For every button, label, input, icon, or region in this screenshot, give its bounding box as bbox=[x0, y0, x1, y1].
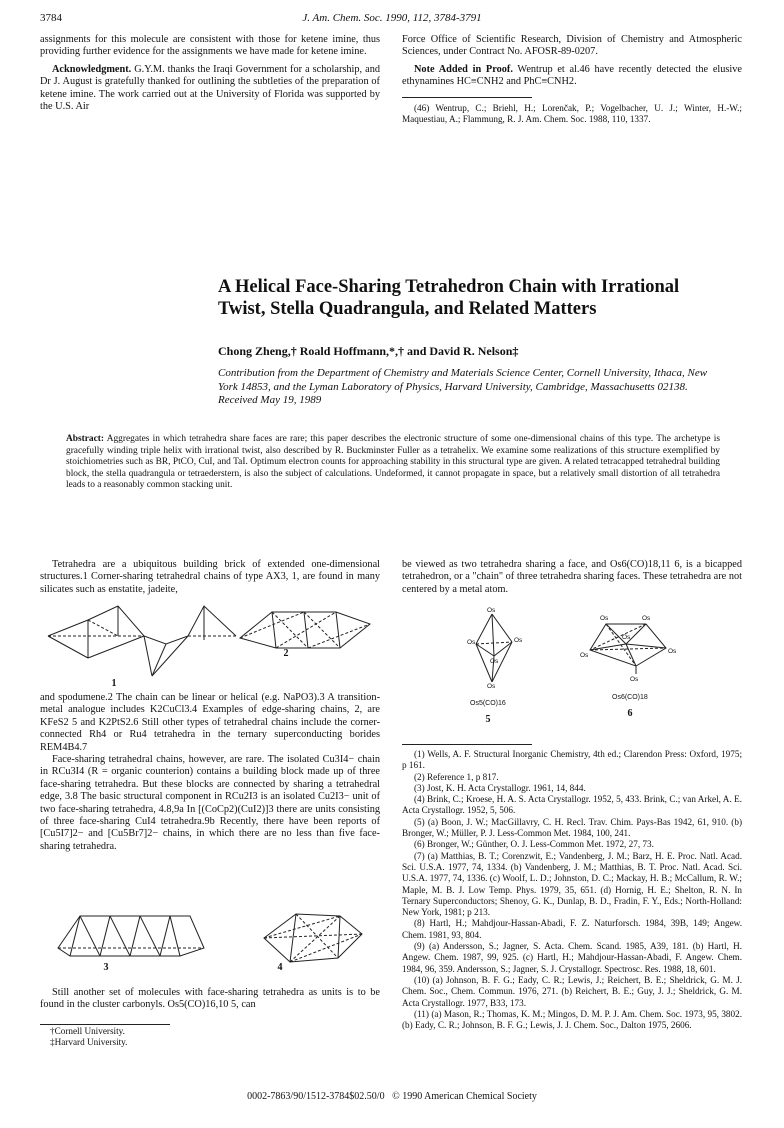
reference-item: (11) (a) Mason, R.; Thomas, K. M.; Mingos, D. M. P. J. Am. Chem. Soc. 1973, 95, 3802. (b) Eady, C. R.; Johnson, B. F. G.; Lewis, J. J. Chem. Soc., Dalton 1975, 2606. bbox=[402, 1008, 742, 1031]
body-right-paragraph-1: be viewed as two tetrahedra sharing a face, and Os6(CO)18,11 6, is a bicapped tetrahedron, or a "chain" of three tetrahedra sharing faces. These tetrahedra are not centered by a metal atom. bbox=[402, 559, 742, 595]
abstract bbox=[66, 434, 720, 492]
body-paragraph-1: Tetrahedra are a ubiquitous building brick of extended one-dimensional structures.1 Corner-sharing tetrahedral chains of type AX3, 1, are found in many silicates such as enstatite, jadeite, bbox=[40, 559, 380, 595]
os-atom-label: Os bbox=[467, 639, 476, 646]
reference-item: (1) Wells, A. F. Structural Inorganic Chemistry, 4th ed.; Clarendon Press: Oxford, 1975; p 161. bbox=[402, 749, 742, 771]
os-atom-label: Os bbox=[630, 676, 639, 683]
os-atom-label: Os bbox=[580, 652, 589, 659]
copyright: © 1990 American Chemical Society bbox=[392, 1091, 537, 1102]
footnote-cornell: †Cornell University. bbox=[50, 1026, 125, 1036]
affiliation: Contribution from the Department of Chemistry and Materials Science Center, Cornell University, Ithaca, New York 14853, and the Lyman Laboratory of Physics, Harvard University, Cambridge, Massachusetts 02138. Received May 19, 1989 bbox=[218, 367, 708, 406]
figure-1-chain bbox=[48, 606, 236, 676]
figure-5-formula: Os5(CO)16 bbox=[470, 700, 506, 707]
footnote-divider bbox=[40, 1024, 170, 1025]
figure-3-label: 3 bbox=[103, 962, 109, 973]
figure-6-cluster bbox=[590, 624, 666, 674]
reference-item: (10) (a) Johnson, B. F. G.; Eady, C. R.; Lewis, J.; Reichert, B. E.; Sheldrick, G. M. J. Chem. Soc., Chem. Commun. 1976, 271. (b) Reichert, B. E.; Guy, J. J.; Sheldrick, G. M. Acta Crystallogr. 1977, B33, 173. bbox=[402, 974, 742, 1008]
acknowledgment-label: Acknowledgment. bbox=[52, 63, 132, 75]
os-atom-label: Os bbox=[490, 658, 499, 665]
footnote-harvard: ‡Harvard University. bbox=[50, 1037, 128, 1047]
reference-item: (8) Hartl, H.; Mahdjour-Hassan-Abadi, F. Z. Naturforsch. 1984, 39B, 149; Angew. Chem. 1981, 93, 804. bbox=[402, 918, 742, 940]
article-code: 0002-7863/90/1512-3784$02.50/0 bbox=[247, 1091, 385, 1102]
prev-paragraph: assignments for this molecule are consistent with those for ketene imine, thus providing further evidence for the assignments we have made for ketene imine. bbox=[40, 34, 380, 58]
reference-item: (2) Reference 1, p 817. bbox=[414, 771, 499, 782]
prev-right-paragraph: Force Office of Scientific Research, Division of Chemistry and Atmospheric Sciences, under Contract No. AFOSR-89-0207. bbox=[402, 34, 742, 58]
authors: Chong Zheng,† Roald Hoffmann,*,† and David R. Nelson‡ bbox=[218, 344, 519, 358]
os-atom-label: Os bbox=[487, 683, 496, 690]
note-text: Wentrup et al.46 have recently detected the elusive ethynamines HC≡CNH2 and PhC≡CNH2. bbox=[402, 63, 742, 88]
reference-item: (3) Jost, K. H. Acta Crystallogr. 1961, 14, 844. bbox=[414, 782, 586, 793]
figure-5-label: 5 bbox=[485, 714, 491, 725]
reference-46: (46) Wentrup, C.; Briehl, H.; Lorenčak, P.; Vogelbacher, U. J.; Winter, H.-W.; Maquestiau, A.; Flammung, R. J. Am. Chem. Soc. 1988, 110, 1337. bbox=[402, 102, 742, 124]
os-atom-label: Os bbox=[514, 637, 523, 644]
figure-5-cluster bbox=[476, 614, 512, 682]
os-atom-label: Os bbox=[668, 648, 677, 655]
body-paragraph-4: Still another set of molecules with face-sharing tetrahedra as units is to be found in the cluster carbonyls. Os5(CO)16,10 5, can bbox=[40, 987, 380, 1011]
reference-item: (7) (a) Matthias, B. T.; Corenzwit, E.; Vandenberg, J. M.; Barz, H. E. Proc. Natl. Acad. Sci. U.S.A. 1977, 74, 1334. (b) Vandenberg, J. M.; Matthias, B. T. Proc. Natl. Acad. Sci. U.S.A. 1977, 74, 1336. (c) Woolf, L. D.; Johnston, D. C.; Mackay, H. B.; McCallum, R. W.; Maple, M. B. J. Low Temp. Phys. 1979, 35, 651. (d) Hornig, H. E.; Shelton, R. N. In Ternary Superconductors; Shenoy, G. K., Dunlap, B. D., Fradin, F. Y., Eds.; North-Holland: New York, 1981; p 213. bbox=[402, 850, 742, 918]
figure-3-chain bbox=[58, 916, 204, 956]
figure-4-cluster bbox=[264, 914, 362, 962]
os-atom-label: Os bbox=[622, 634, 631, 641]
ref-divider bbox=[402, 97, 532, 98]
acknowledgment-paragraph bbox=[40, 64, 380, 114]
figure-4-label: 4 bbox=[277, 962, 283, 973]
reference-item: (9) (a) Andersson, S.; Jagner, S. Acta. Chem. Scand. 1985, A39, 181. (b) Hartl, H. Angew. Chem. 1987, 99, 925. (c) Hartl, H.; Mahdjour-Hassan-Abadi, F. Angew. Chem. 1984, 96, 359. Andersson, S.; Jagner, S. J. Crystallogr. Spectrosc. Res. 1988, 18, 601. bbox=[402, 941, 742, 974]
figure-1-label: 1 bbox=[111, 678, 117, 689]
article-title: A Helical Face-Sharing Tetrahedron Chain with Irrational Twist, Stella Quadrangula, and Related Matters bbox=[218, 277, 680, 319]
acknowledgment-text: G.Y.M. thanks the Iraqi Government for a scholarship, and Dr J. August is gratefully thanked for outlining the subtleties of the preparation of ketene imine. The work carried out at the University of Florida was supported by the U.S. Air bbox=[40, 63, 380, 113]
reference-item: (6) Bronger, W.; Günther, O. J. Less-Common Met. 1972, 27, 73. bbox=[414, 839, 654, 850]
reference-item: (5) (a) Boon, J. W.; MacGillavry, C. H. Recl. Trav. Chim. Pays-Bas 1942, 61, 910. (b) Bronger, W.; Müller, P. J. Less-Common Met. 1984, 100, 241. bbox=[402, 816, 742, 839]
running-header: J. Am. Chem. Soc. 1990, 112, 3784-3791 bbox=[302, 12, 482, 24]
figure-2-chain bbox=[240, 612, 370, 648]
abstract-label: Abstract: bbox=[66, 434, 105, 444]
figure-5-6 bbox=[402, 604, 742, 734]
os-atom-label: Os bbox=[642, 615, 651, 622]
prev-article-right-text bbox=[402, 34, 742, 125]
body-left-continued bbox=[40, 692, 380, 853]
figure-1-2 bbox=[40, 598, 380, 690]
figure-2-label: 2 bbox=[283, 648, 289, 659]
page-footer bbox=[0, 1091, 784, 1102]
body-paragraph-3: Face-sharing tetrahedral chains, however, are rare. The isolated Cu3I4− chain in RCu3I4 (R = organic counterion) contains a building block made up of three face-sharing tetrahedra. But these blocks are connected by sharing a tetrahedral edge, 3.8 The basic structural component in RCu2I3 is an isolated Cu2I3− unit of two face-sharing tetrahedra, 4.8,9a In [(CoCp2)(CuI2)]3 there are units consisting of three face-sharing CuI4 tetrahedra.9b Recently, there have been reports of [Cu5I7]2− and [Cu5Br7]2− chains, in which there are no less than five face-sharing tetrahedra. bbox=[40, 754, 380, 852]
note-label: Note Added in Proof. bbox=[414, 63, 513, 75]
references-list bbox=[402, 749, 742, 1031]
references-divider bbox=[402, 744, 532, 745]
prev-article-left bbox=[40, 34, 380, 113]
figure-6-formula: Os6(CO)18 bbox=[612, 694, 648, 701]
os-atom-label: Os bbox=[487, 607, 496, 614]
os-atom-label: Os bbox=[600, 615, 609, 622]
note-added-paragraph bbox=[402, 64, 742, 89]
figure-6-label: 6 bbox=[627, 708, 633, 719]
abstract-text: Aggregates in which tetrahedra share faces are rare; this paper describes the electronic structure of some one-dimensional chains of this type. The archetype is gracefully winding triple helix with irrational twist, also described by R. Buckminster Fuller as a tetrahelix. We examine some realizations of this structure exemplified by stoichiometries such as BR, PtCO, CuI, and TaI. Optimum electron counts for approaching stability in this structural type are given. A related tetracapped tetrahedral building block, the stella quadrangula or tetraederstern, is also the subject of calculations. Undeformed, it cannot propagate in space, but a relatively small distortion of all tetrahedra leads to a reasonably common stacking unit. bbox=[66, 434, 720, 491]
page-number: 3784 bbox=[40, 12, 62, 24]
body-paragraph-2: and spodumene.2 The chain can be linear or helical (e.g. NaPO3).3 A transition-metal analogue includes K2CuCl3.4 Examples of edge-sharing chains, 2, are KFeS2 5 and K2PtS2.6 Still other types of tetrahedral chains include the corner-connected Rh4 or Ru4 tetrahedra in the ternary superconducting borides REM4B4.7 bbox=[40, 692, 380, 753]
figure-3-4 bbox=[40, 908, 380, 972]
reference-item: (4) Brink, C.; Kroese, H. A. S. Acta Crystallogr. 1952, 5, 433. Brink, C.; van Arkel, A. E. Acta Crystallogr. 1952, 5, 506. bbox=[402, 794, 742, 816]
